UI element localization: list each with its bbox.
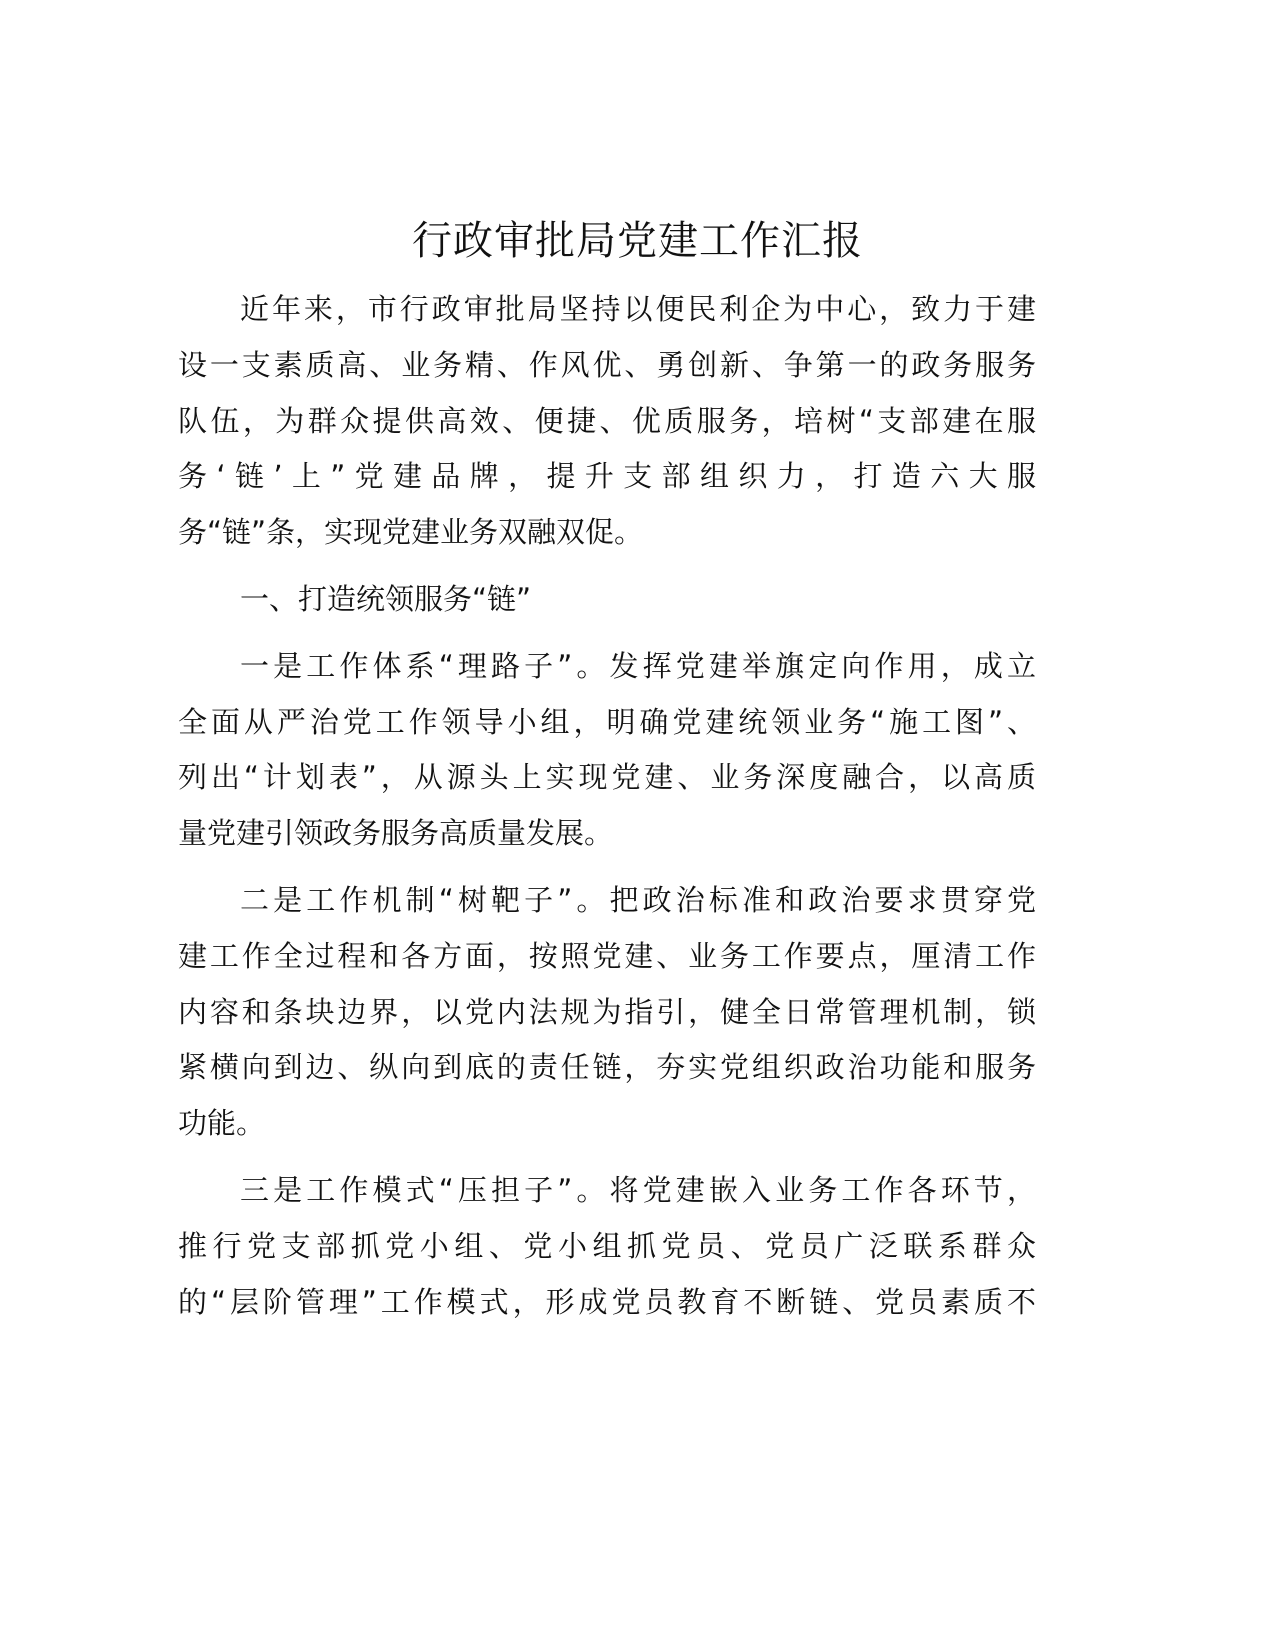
text-line: 推行党支部抓党小组、党小组抓党员、党员广泛联系群众 bbox=[178, 1228, 1036, 1263]
text-line: 量党建引领政务服务高质量发展。 bbox=[178, 816, 614, 851]
document-title: 行政审批局党建工作汇报 bbox=[412, 218, 863, 264]
text-line: 务“链”条，实现党建业务双融双促。 bbox=[178, 515, 644, 550]
document-body bbox=[178, 282, 1036, 1330]
text-line: 紧横向到边、纵向到底的责任链，夯实党组织政治功能和服务 bbox=[178, 1050, 1036, 1085]
text-line: 近年来，市行政审批局坚持以便民利企为中心，致力于建 bbox=[240, 292, 1036, 326]
text-line: 三是工作模式“压担子”。将党建嵌入业务工作各环节， bbox=[240, 1172, 1036, 1207]
section-heading bbox=[178, 572, 1036, 628]
text-line: 的“层阶管理”工作模式，形成党员教育不断链、党员素质不 bbox=[178, 1284, 1036, 1319]
text-line: 设一支素质高、业务精、作风优、勇创新、争第一的政务服务 bbox=[178, 347, 1036, 382]
text-line: 二是工作机制“树靶子”。把政治标准和政治要求贯穿党 bbox=[240, 882, 1036, 917]
paragraph-work-mode bbox=[178, 1163, 1036, 1330]
paragraph-work-mechanism bbox=[178, 873, 1036, 1152]
text-line: 一是工作体系“理路子”。发挥党建举旗定向作用，成立 bbox=[240, 648, 1036, 683]
text-line: 内容和条块边界，以党内法规为指引，健全日常管理机制，锁 bbox=[178, 994, 1036, 1029]
paragraph-work-system bbox=[178, 639, 1036, 862]
heading-text: 一、打造统领服务“链” bbox=[240, 581, 532, 616]
text-line: 列出“计划表”，从源头上实现党建、业务深度融合，以高质 bbox=[178, 760, 1036, 795]
text-line: 务‘链’上”党建品牌，提升支部组织力，打造六大服 bbox=[178, 459, 1036, 494]
paragraph-intro bbox=[178, 282, 1036, 561]
text-line: 建工作全过程和各方面，按照党建、业务工作要点，厘清工作 bbox=[178, 938, 1036, 973]
text-line: 全面从严治党工作领导小组，明确党建统领业务“施工图”、 bbox=[178, 704, 1036, 739]
text-line: 功能。 bbox=[178, 1106, 266, 1141]
text-line: 队伍，为群众提供高效、便捷、优质服务，培树“支部建在服 bbox=[178, 403, 1036, 438]
